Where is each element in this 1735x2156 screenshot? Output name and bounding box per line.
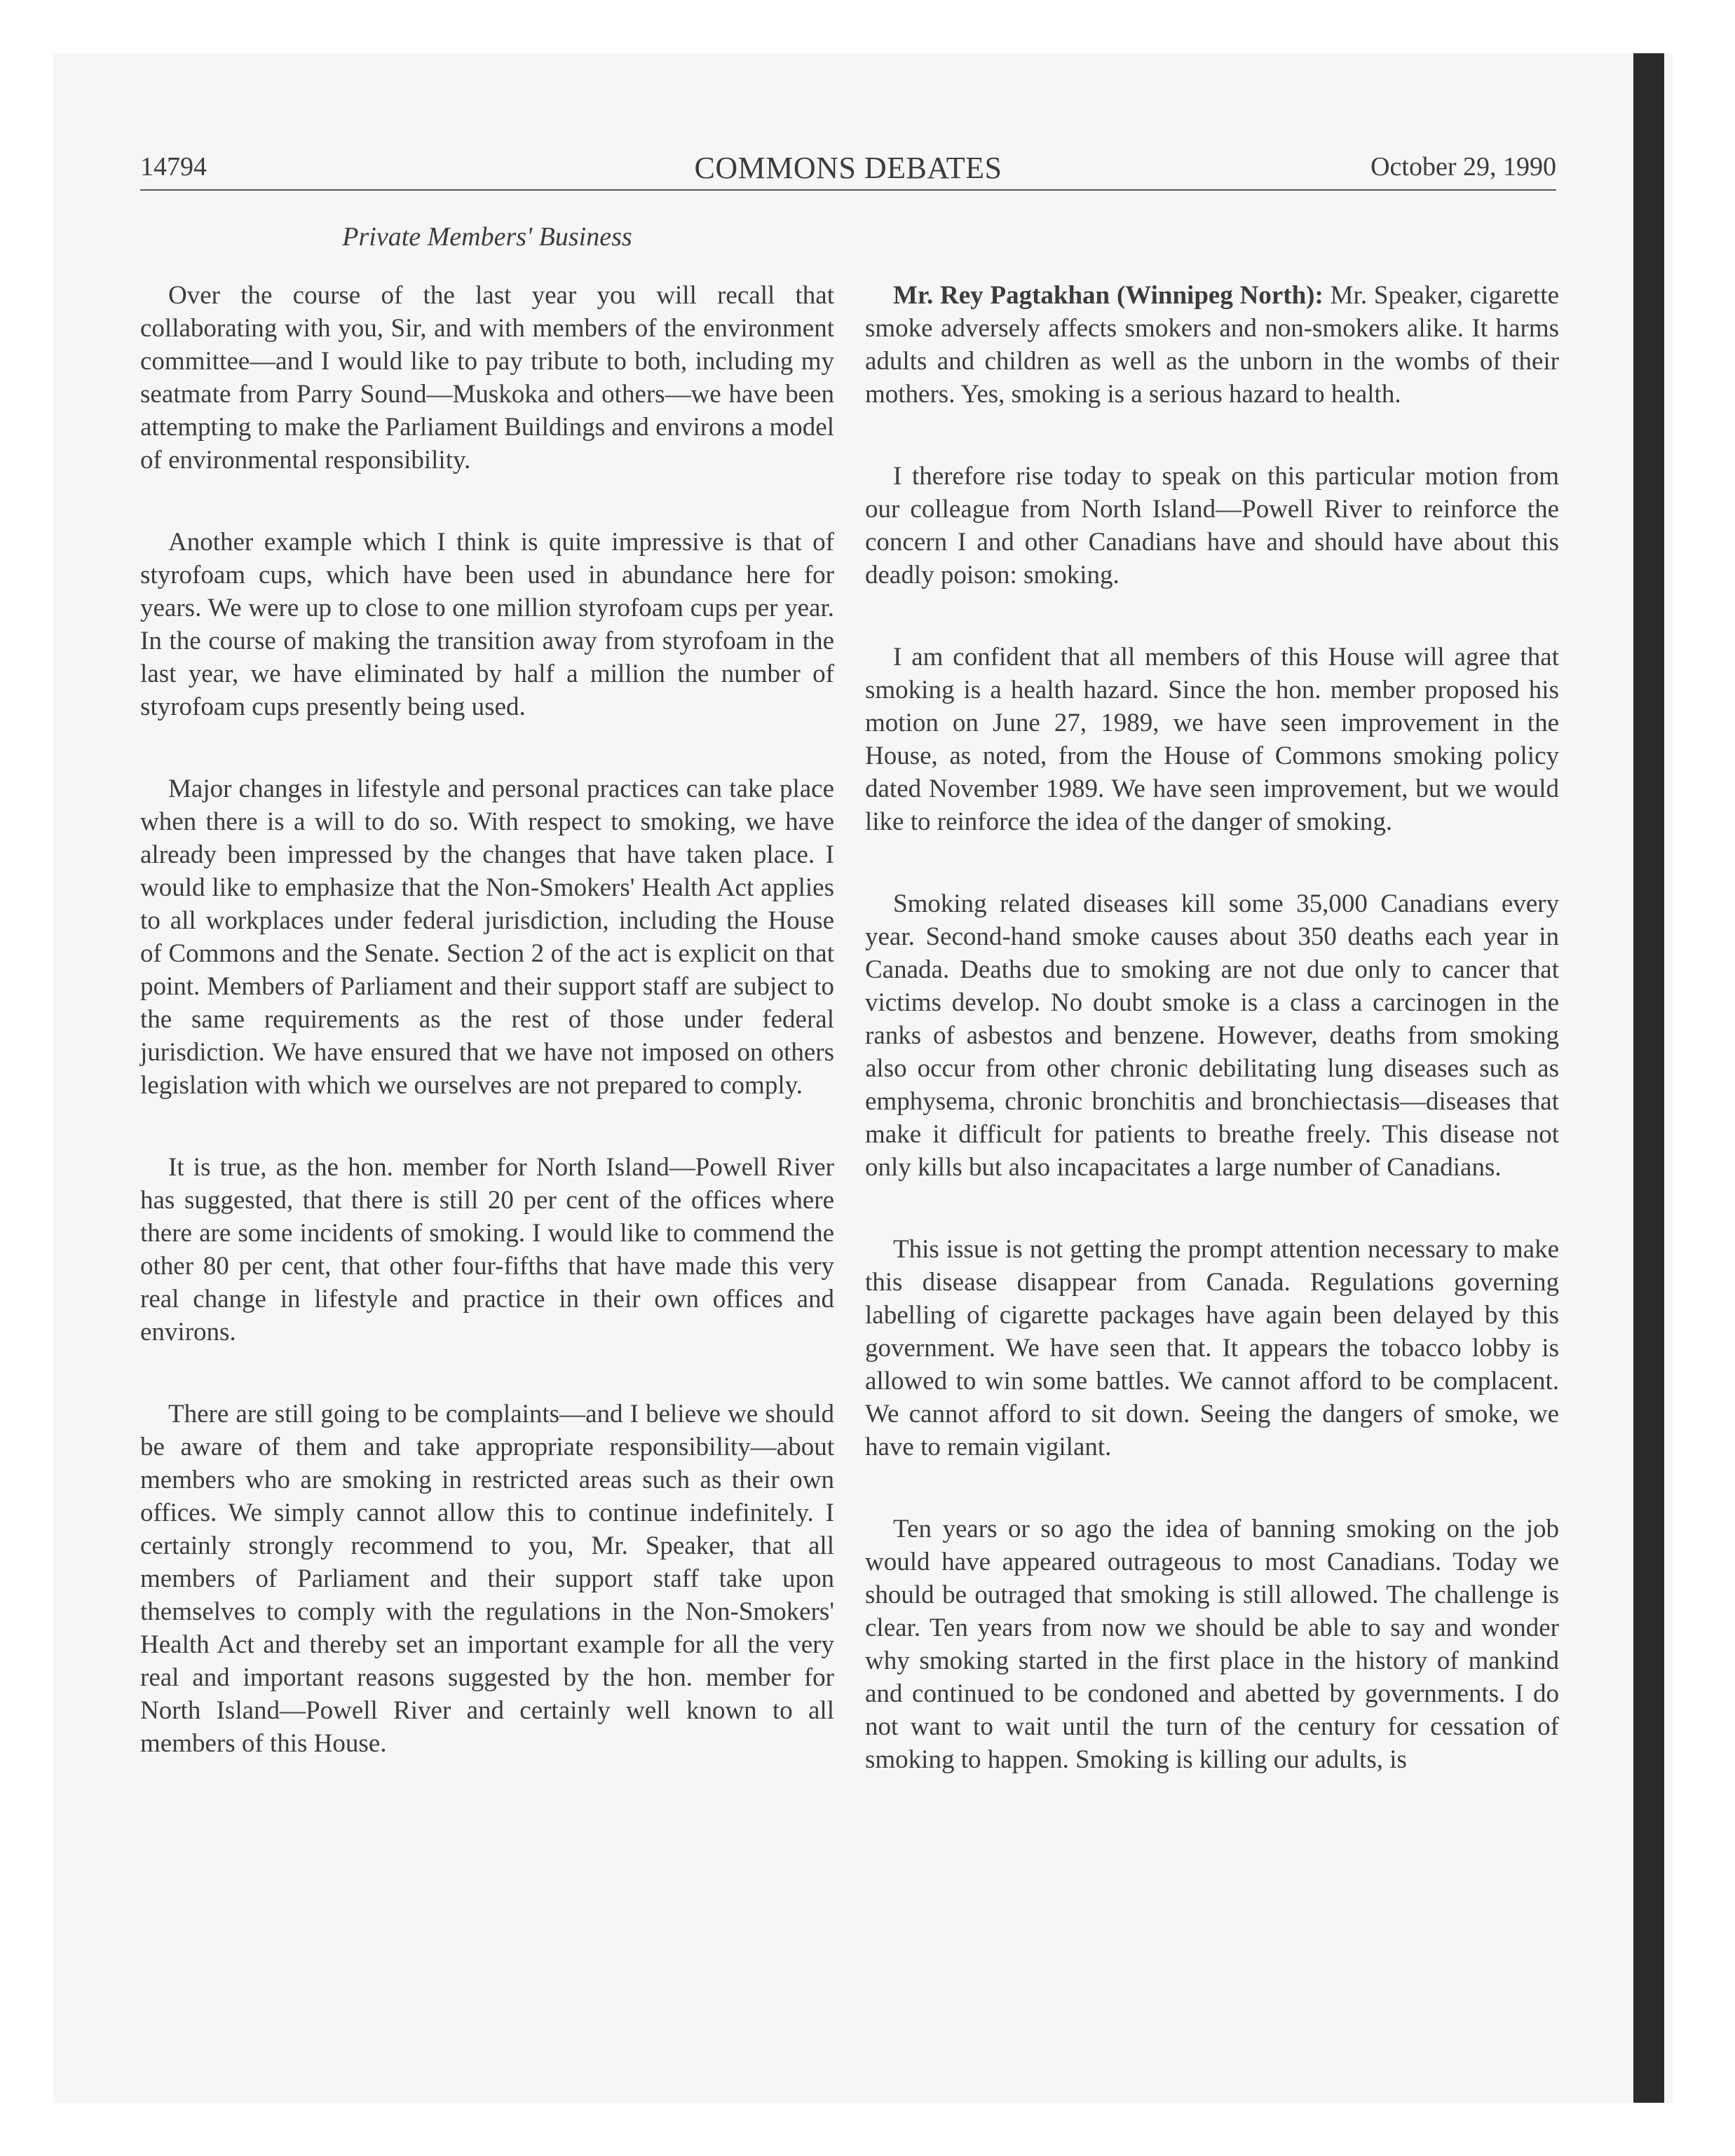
speech-opening: Mr. Speaker, cigarette smoke adversely affects smokers and non-smokers alike. It harms adults and children as well as the unborn in the wombs of their mothers. Yes, smoking is a serious hazard to health. [865,281,1560,409]
left-column [140,279,834,1809]
page-number: 14794 [140,152,207,182]
paragraph: Another example which I think is quite impressive is that of styrofoam cups, which have been used in abundance here for years. We were up to close to one million styrofoam cups per year. In the course of making the transition away from styrofoam in the last year, we have eliminated by half a million the number of styrofoam cups presently being used. [140,528,834,721]
paragraph: It is true, as the hon. member for North Island—Powell River has suggested, that there is still 20 per cent of the offices where there are some incidents of smoking. I would like to commend the other 80 per cent, that other four-fifths that have made this very real change in lifestyle and practice in their own offices and environs. [140,1153,834,1346]
paragraph [865,279,1559,411]
paragraph: There are still going to be complaints—and I believe we should be aware of them and take appropriate responsibility—about members who are smoking in restricted areas such as their own offices. We simply cannot allow this to continue indefinitely. I certainly strongly recommend to you, Mr. Speaker, that all members of Parliament and their support staff take upon themselves to comply with the regulations in the Non-Smokers' Health Act and thereby set an important example for all the very real and important reasons suggested by the hon. member for North Island—Powell River and certainly well known to all members of this House. [140,1400,834,1758]
section-title: Private Members' Business [342,222,632,252]
paragraph: I am confident that all members of this House will agree that smoking is a health hazard. Since the hon. member proposed his motion on June 27, 1989, we have seen improvement in the House, as noted, from the House of Commons smoking policy dated November 1989. We have seen improvement, but we would like to reinforce the idea of the danger of smoking. [865,643,1559,836]
journal-title: COMMONS DEBATES [694,151,1002,185]
paragraph: I therefore rise today to speak on this particular motion from our colleague from North Island—Powell River to reinforce the concern I and other Canadians have and should have about this deadly poison: smoking. [865,462,1559,589]
publication-date: October 29, 1990 [1370,152,1556,182]
paragraph: Major changes in lifestyle and personal practices can take place when there is a will to do so. With respect to smoking, we have already been impressed by the changes that have taken place. I would like to emphasize that the Non-Smokers' Health Act applies to all workplaces under federal jurisdiction, including the House of Commons and the Senate. Section 2 of the act is explicit on that point. Members of Parliament and their support staff are subject to the same requirements as the rest of those under federal jurisdiction. We have ensured that we have not imposed on others legislation with which we ourselves are not prepared to comply. [140,775,834,1100]
paragraph: Over the course of the last year you will recall that collaborating with you, Sir, and with members of the environment committee—and I would like to pay tribute to both, including my seatmate from Parry Sound—Muskoka and others—we have been attempting to make the Parliament Buildings and environs a model of environmental responsibility. [140,281,834,475]
paragraph: Ten years or so ago the idea of banning smoking on the job would have appeared outrageous to most Canadians. Today we should be outraged that smoking is still allowed. The challenge is clear. Ten years from now we should be able to say and wonder why smoking started in the first place in the history of mankind and continued to be condoned and abetted by governments. I do not want to wait until the turn of the century for cessation of smoking to happen. Smoking is killing our adults, is [865,1515,1559,1774]
paragraph: This issue is not getting the prompt attention necessary to make this disease disappear from Canada. Regulations governing labelling of cigarette packages have again been delayed by this government. We have seen that. It appears the tobacco lobby is allowed to win some battles. We cannot afford to be complacent. We cannot afford to sit down. Seeing the dangers of smoke, we have to remain vigilant. [865,1235,1559,1461]
paragraph: Smoking related diseases kill some 35,000 Canadians every year. Second-hand smoke causes about 350 deaths each year in Canada. Deaths due to smoking are not due only to cancer that victims develop. No doubt smoke is a class a carcinogen in the ranks of asbestos and benzene. However, deaths from smoking also occur from other chronic debilitating lung diseases such as emphysema, chronic bronchitis and bronchiectasis—diseases that make it difficult for patients to breathe freely. This disease not only kills but also incapacitates a large number of Canadians. [865,889,1559,1182]
scan-edge-shadow [1633,53,1664,2103]
speaker-name: Mr. Rey Pagtakhan (Winnipeg North): [893,281,1324,310]
right-column [865,279,1559,1825]
running-header [140,150,1556,191]
